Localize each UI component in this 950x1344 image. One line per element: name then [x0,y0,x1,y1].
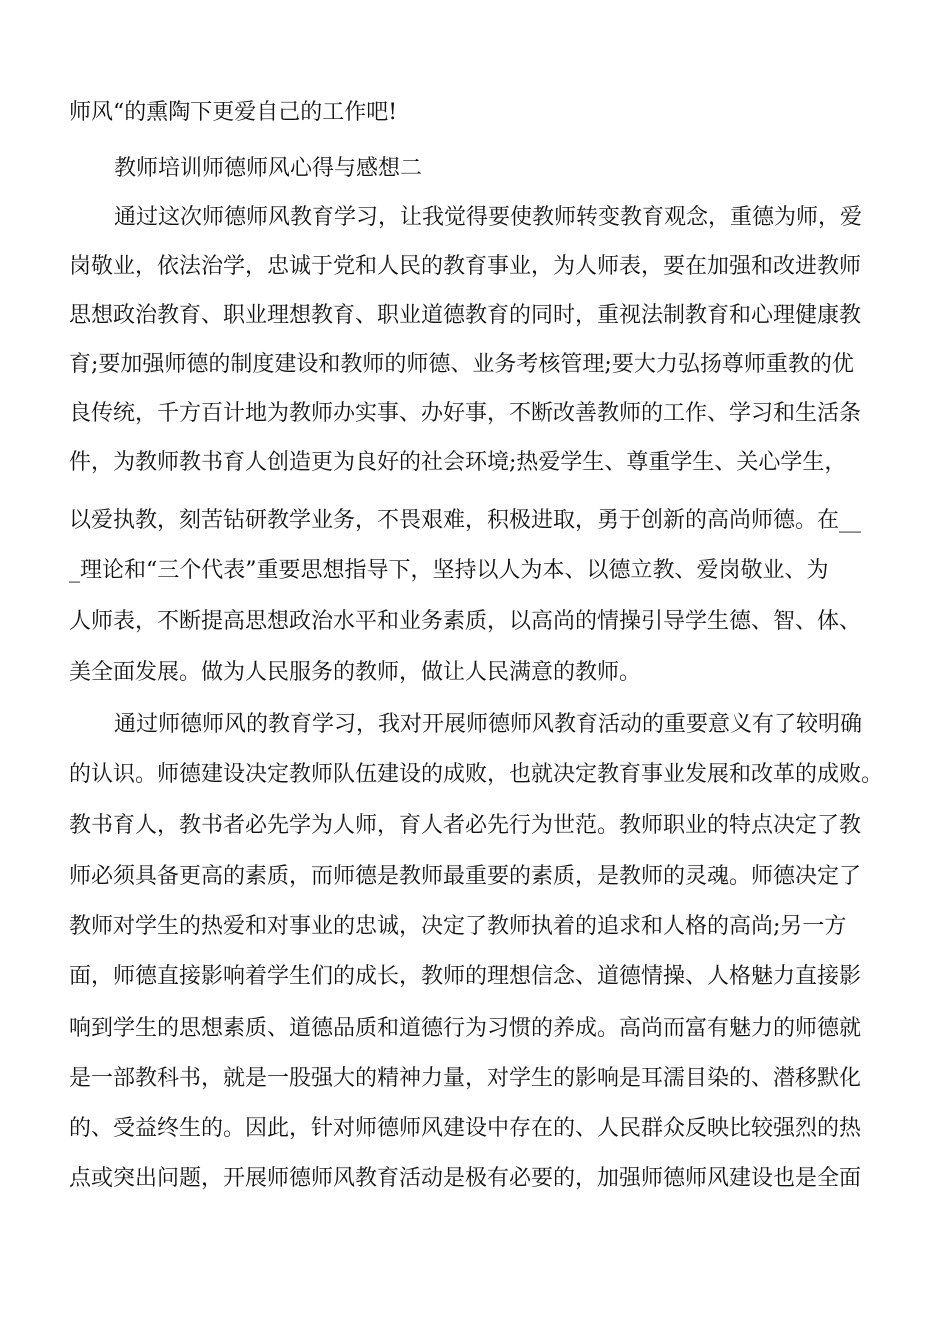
text-line: 教师对学生的热爱和对事业的忠诚，决定了教师执着的追求和人格的高尚;另一方 [69,914,847,939]
text-line: 通过师德师风的教育学习，我对开展师德师风教育活动的重要意义有了较明确 [114,712,863,737]
text-line: 通过这次师德师风教育学习，让我觉得要使教师转变教育观念，重德为师，爱 [114,205,863,230]
text-line: 是一部教科书，就是一股强大的精神力量，对学生的影响是耳濡目染的、潜移默化 [69,1066,862,1091]
text-line: 育;要加强师德的制度建设和教师的师德、业务考核管理;要大力弘扬尊师重教的优 [69,352,854,377]
text-line: 师风“的熏陶下更爱自己的工作吧! [69,100,398,125]
section-heading: 教师培训师德师风心得与感想二 [114,156,423,181]
text-line: 人师表，不断提高思想政治水平和业务素质，以高尚的情操引导学生德、智、体、 [69,609,862,634]
text-line: 响到学生的思想素质、道德品质和道德行为习惯的养成。高尚而富有魅力的师德就 [69,1016,862,1041]
text-line: 面，师德直接影响着学生们的成长，教师的理想信念、道德情操、人格魅力直接影 [69,964,862,989]
text-line: 点或突出问题，开展师德师风教育活动是极有必要的，加强师德师风建设也是全面 [69,1166,862,1191]
text-line: _理论和“三个代表”重要思想指导下，坚持以人为本、以德立教、爱岗敬业、为 [69,558,829,583]
text-line: 的、受益终生的。因此，针对师德师风建设中存在的、人民群众反映比较强烈的热 [69,1116,862,1141]
text-line: 教书育人，教书者必先学为人师，育人者必先行为世范。教师职业的特点决定了教 [69,813,862,838]
text-line: 件，为教师教书育人创造更为良好的社会环境;热爱学生、尊重学生、关心学生， [69,450,847,475]
text-line: 师必须具备更高的素质，而师德是教师最重要的素质，是教师的灵魂。师德决定了 [69,864,862,889]
text-line: 良传统，千方百计地为教师办实事、办好事，不断改善教师的工作、学习和生活条 [69,401,862,426]
text-line: 思想政治教育、职业理想教育、职业道德教育的同时，重视法制教育和心理健康教 [69,303,862,328]
text-line: 以爱执教，刻苦钻研教学业务，不畏艰难，积极进取，勇于创新的高尚师德。在__ [69,508,862,533]
text-line: 岗敬业，依法治学，忠诚于党和人民的教育事业，为人师表，要在加强和改进教师 [69,254,862,279]
text-line: 美全面发展。做为人民服务的教师，做让人民满意的教师。 [69,660,642,685]
text-line: 的认识。师德建设决定教师队伍建设的成败，也就决定教育事业发展和改革的成败。 [69,762,884,787]
